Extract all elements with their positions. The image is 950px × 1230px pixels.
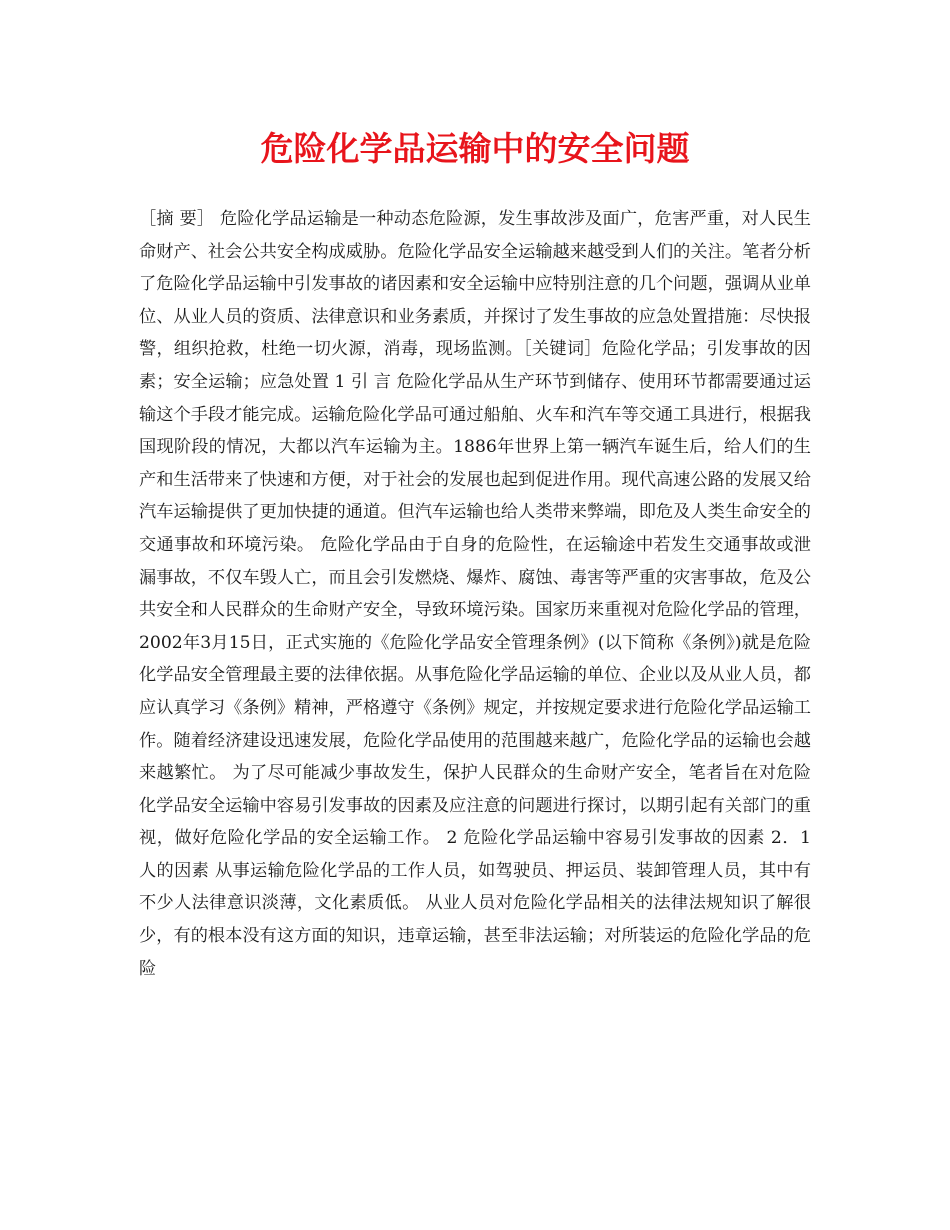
document-body: ［摘 要］ 危险化学品运输是一种动态危险源，发生事故涉及面广，危害严重，对人民生命财产、社会公共安全构成威胁。危险化学品安全运输越来越受到人们的关注。笔者分析了危险化学品运输中引发事故的诸因素和安全运输中应特别注意的几个问题，强调从业单位、从业人员的资质、法律意识和业务素质，并探讨了发生事故的应急处置措施：尽快报警，组织抢救，杜绝一切火源，消毒，现场监测。［关键词］危险化学品；引发事故的因素；安全运输；应急处置 1 引 言 危险化学品从生产环节到储存、使用环节都需要通过运输这个手段才能完成。运输危险化学品可通过船舶、火车和汽车等交通工具进行，根据我国现阶段的情况，大都以汽车运输为主。1886年世界上第一辆汽车诞生后，给人们的生产和生活带来了快速和方便，对于社会的发展也起到促进作用。现代高速公路的发展又给汽车运输提供了更加快捷的通道。但汽车运输也给人类带来弊端，即危及人类生命安全的交通事故和环境污染。 危险化学品由于自身的危险性，在运输途中若发生交通事故或泄漏事故，不仅车毁人亡，而且会引发燃烧、爆炸、腐蚀、毒害等严重的灾害事故，危及公共安全和人民群众的生命财产安全，导致环境污染。国家历来重视对危险化学品的管理，2002年3月15日，正式实施的《危险化学品安全管理条例》(以下简称《条例》)就是危险化学品安全管理最主要的法律依据。从事危险化学品运输的单位、企业以及从业人员，都应认真学习《条例》精神，严格遵守《条例》规定，并按规定要求进行危险化学品运输工作。随着经济建设迅速发展，危险化学品使用的范围越来越广，危险化学品的运输也会越来越繁忙。 为了尽可能减少事故发生，保护人民群众的生命财产安全，笔者旨在对危险化学品安全运输中容易引发事故的因素及应注意的问题进行探讨，以期引起有关部门的重视，做好危险化学品的安全运输工作。 2 危险化学品运输中容易引发事故的因素 2．1 人的因素 从事运输危险化学品的工作人员，如驾驶员、押运员、装卸管理人员，其中有不少人法律意识淡薄，文化素质低。 从业人员对危险化学品相关的法律法规知识了解很少，有的根本没有这方面的知识，违章运输，甚至非法运输；对所装运的危险化学品的危险	[139, 209, 811, 979]
document-title: 危险化学品运输中的安全问题	[260, 129, 690, 168]
